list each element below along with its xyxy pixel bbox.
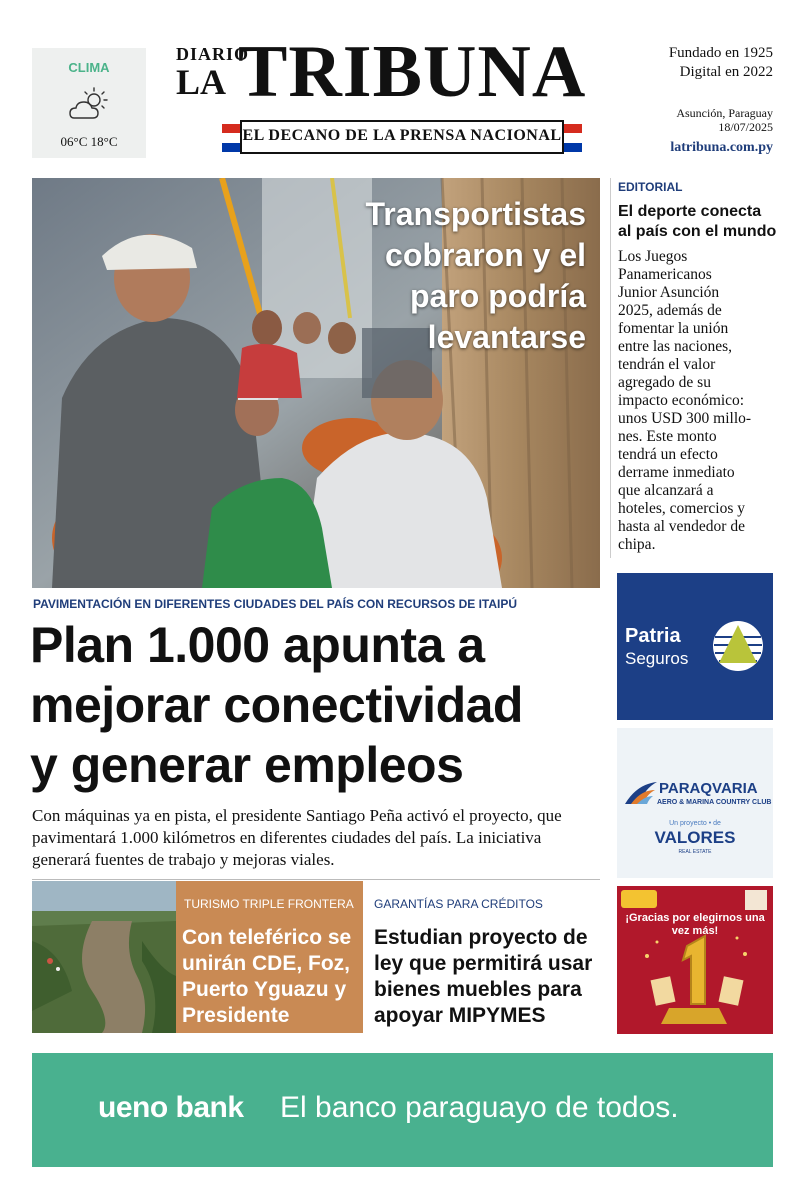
ad-red-thanks[interactable] (617, 886, 773, 1034)
ueno-bank-brand: ueno bank (98, 1091, 244, 1124)
patria-logo-icon (711, 619, 765, 673)
story-turismo-headline: Con teleférico se unirán CDE, Foz, Puerto Yguazu y Presidente Franco (182, 926, 352, 1053)
editorial-line: impacto económico: (618, 392, 745, 409)
river-photo[interactable] (32, 881, 176, 1033)
ad-paraqvaria[interactable] (617, 728, 773, 878)
river-aerial-image (32, 881, 176, 1033)
editorial-line: hoteles, comercios y (618, 500, 745, 517)
editorial-line: Junior Asunción (618, 284, 720, 301)
place-text: Asunción, Paraguay (676, 106, 773, 120)
trophy-number-one-icon (617, 886, 773, 1034)
editorial-line: chipa. (618, 536, 656, 553)
photo-headline-line: Transportistas (365, 196, 586, 232)
editorial-line: 2025, además de (618, 302, 722, 319)
ad-patria-line2: Seguros (625, 649, 689, 668)
main-headline-line: Plan 1.000 apunta a (30, 617, 485, 673)
photo-headline[interactable] (365, 194, 586, 358)
ad-paraqvaria-tag: REAL ESTATE (678, 849, 712, 855)
photo-headline-line: cobraron y el (385, 237, 586, 273)
ad-ueno-bank[interactable] (32, 1053, 773, 1167)
ad-red-text: ¡Gracias por elegirnos una vez más! (625, 912, 765, 937)
editorial-line: unos USD 300 millo- (618, 410, 752, 427)
story-garantias-headline: Estudian proyecto de ley que permitirá usar bienes muebles para apoyar MIPYMES (374, 926, 593, 1027)
editorial-line: derrame inmediato (618, 464, 735, 481)
weather-temps: 06°C 18°C (60, 134, 118, 149)
flag-right-icon (562, 124, 582, 152)
founded-text: Fundado en 1925 (668, 45, 773, 61)
editorial-line: tendrá un efecto (618, 446, 718, 463)
editorial-body (618, 248, 778, 554)
masthead-tagline: EL DECANO DE LA PRENSA NACIONAL (240, 120, 564, 154)
editorial-rule (610, 178, 611, 558)
divider (32, 879, 600, 880)
main-story-kicker: PAVIMENTACIÓN EN DIFERENTES CIUDADES DEL PAÍS CON RECURSOS DE ITAIPÚ (33, 597, 518, 611)
founding-info (669, 44, 773, 82)
partly-cloudy-icon (68, 86, 112, 124)
ad-patria-seguros[interactable] (617, 573, 773, 720)
story-turismo[interactable] (176, 881, 363, 1053)
masthead-tagline-band (222, 120, 582, 154)
story-garantias-kicker: GARANTÍAS PARA CRÉDITOS (374, 897, 543, 911)
bus-photo[interactable] (32, 178, 600, 588)
paraqvaria-wave-icon (623, 778, 659, 808)
editorial-line: entre las naciones, (618, 338, 733, 355)
date-text: 18/07/2025 (718, 120, 773, 134)
main-headline[interactable] (30, 615, 600, 795)
editorial-line: tendrán el valor (618, 356, 716, 373)
place-date (676, 106, 773, 134)
weather-label: CLIMA (68, 60, 110, 75)
editorial-line: Panamericanos (618, 266, 712, 283)
masthead-title: TRIBUNA (238, 31, 587, 113)
ad-paraqvaria-pre: Un proyecto • de (669, 820, 721, 827)
photo-headline-line: levantarse (427, 319, 586, 355)
photo-headline-line: paro podría (409, 278, 586, 314)
flag-left-icon (222, 124, 242, 152)
story-turismo-kicker: TURISMO TRIPLE FRONTERA (184, 897, 354, 911)
main-headline-line: y generar empleos (30, 737, 464, 793)
main-story-lead: Con máquinas ya en pista, el presidente Santiago Peña activó el proyecto, que pavimentará 1.000 kilómetros en diferentes ciudades del país. La iniciativa generará fuentes de trabajo y mejoras viales. (32, 806, 562, 869)
ad-paraqvaria-sub: AERO & MARINA COUNTRY CLUB (657, 799, 772, 806)
ad-paraqvaria-name: PARAQVARIA (659, 780, 758, 797)
main-headline-line: mejorar conectividad (30, 677, 523, 733)
editorial-title[interactable]: El deporte conecta al país con el mundo (618, 203, 777, 240)
editorial-line: hasta al vendedor de (618, 518, 745, 535)
masthead-diario: DIARIO (176, 44, 250, 64)
editorial-line: agregado de su (618, 374, 711, 391)
editorial-line: Los Juegos (618, 248, 688, 265)
ad-paraqvaria-brand: VALORES (654, 828, 736, 847)
site-link[interactable]: latribuna.com.py (670, 140, 773, 155)
editorial-kicker: EDITORIAL (618, 180, 683, 194)
ad-patria-line1: Patria (625, 625, 681, 647)
masthead-la: LA (176, 62, 227, 102)
weather-box (32, 48, 146, 158)
story-garantias[interactable] (372, 881, 600, 1033)
ueno-bank-slogan: El banco paraguayo de todos. (280, 1091, 679, 1124)
editorial-line: nes. Este monto (618, 428, 717, 445)
editorial-line: fomentar la unión (618, 320, 729, 337)
digital-text: Digital en 2022 (679, 64, 773, 80)
editorial-line: que alcanzará a (618, 482, 714, 499)
